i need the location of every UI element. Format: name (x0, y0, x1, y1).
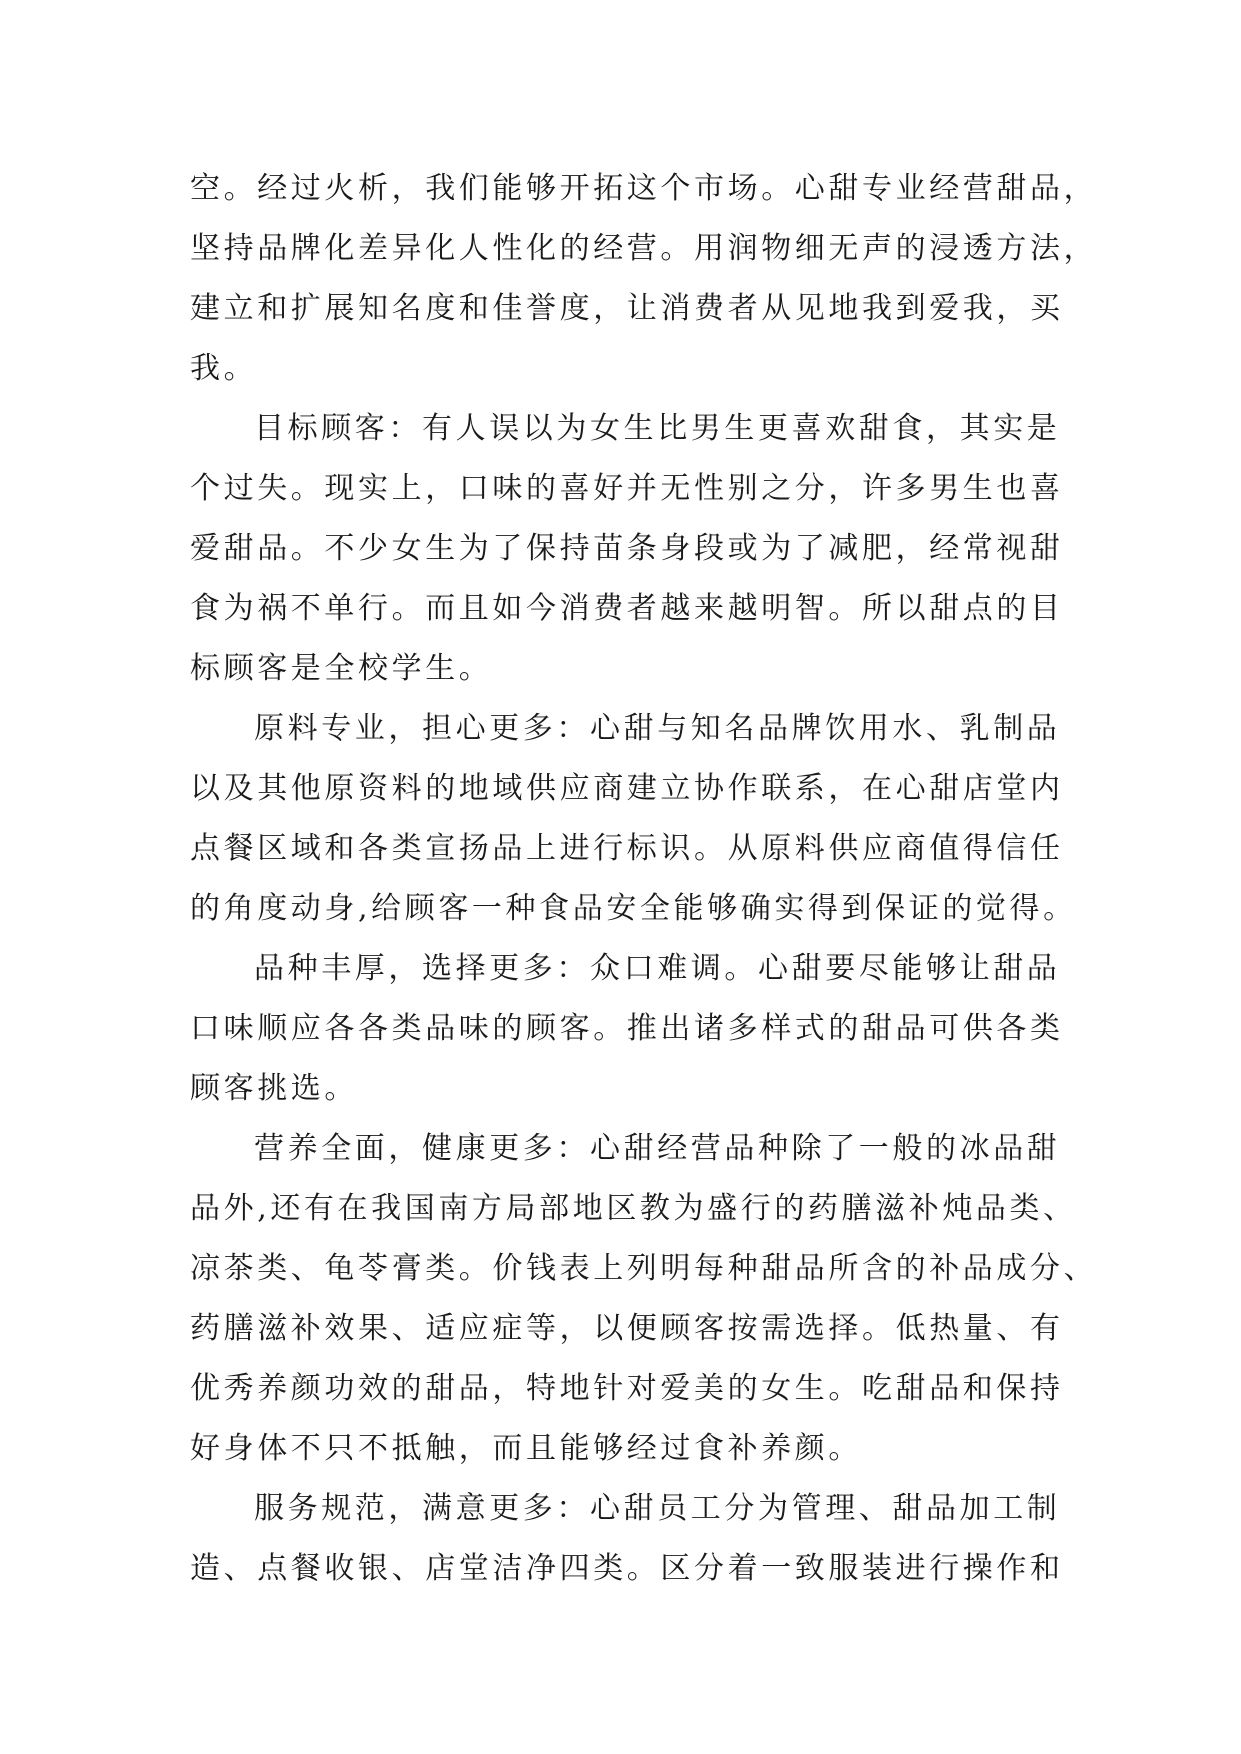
text-line: 口味顺应各各类品味的顾客。推出诸多样式的甜品可供各类 (190, 1011, 1064, 1046)
paragraph-first-line: 品种丰厚，选择更多：众口难调。心甜要尽能够让甜品 (254, 951, 1061, 986)
paragraph-first-line: 营养全面，健康更多：心甜经营品种除了一般的冰品甜 (254, 1131, 1061, 1166)
text-line: 爱甜品。不少女生为了保持苗条身段或为了减肥，经常视甜 (190, 531, 1064, 566)
text-line: 以及其他原资料的地域供应商建立协作联系，在心甜店堂内 (190, 771, 1064, 806)
text-line: 药膳滋补效果、适应症等，以便顾客按需选择。低热量、有 (190, 1311, 1064, 1346)
paragraph-first-line: 目标顾客：有人误以为女生比男生更喜欢甜食，其实是 (254, 411, 1061, 446)
text-line: 个过失。现实上，口味的喜好并无性别之分，许多男生也喜 (190, 471, 1064, 506)
text-line: 的角度动身,给顾客一种食品安全能够确实得到保证的觉得。 (190, 891, 1077, 926)
text-line: 坚持品牌化差异化人性化的经营。用润物细无声的浸透方法， (190, 231, 1098, 266)
text-line: 点餐区域和各类宣扬品上进行标识。从原料供应商值得信任 (190, 831, 1064, 866)
text-line: 好身体不只不抵触，而且能够经过食补养颜。 (190, 1431, 862, 1466)
text-line: 造、点餐收银、店堂洁净四类。区分着一致服装进行操作和 (190, 1551, 1064, 1586)
text-line: 优秀养颜功效的甜品，特地针对爱美的女生。吃甜品和保持 (190, 1371, 1064, 1406)
text-line: 建立和扩展知名度和佳誉度，让消费者从见地我到爱我，买 (190, 291, 1064, 326)
text-line: 标顾客是全校学生。 (190, 651, 493, 686)
text-line: 空。经过火析，我们能够开拓这个市场。心甜专业经营甜品， (190, 171, 1098, 206)
text-line: 凉茶类、龟苓膏类。价钱表上列明每种甜品所含的补品成分、 (190, 1251, 1098, 1286)
paragraph-first-line: 服务规范，满意更多：心甜员工分为管理、甜品加工制 (254, 1491, 1061, 1526)
body-text (190, 159, 1098, 1599)
text-line: 我。 (190, 351, 258, 386)
text-line: 品外,还有在我国南方局部地区教为盛行的药膳滋补炖品类、 (190, 1191, 1077, 1226)
paragraph-first-line: 原料专业，担心更多：心甜与知名品牌饮用水、乳制品 (254, 711, 1061, 746)
text-line: 食为祸不单行。而且如今消费者越来越明智。所以甜点的目 (190, 591, 1064, 626)
text-line: 顾客挑选。 (190, 1071, 358, 1106)
